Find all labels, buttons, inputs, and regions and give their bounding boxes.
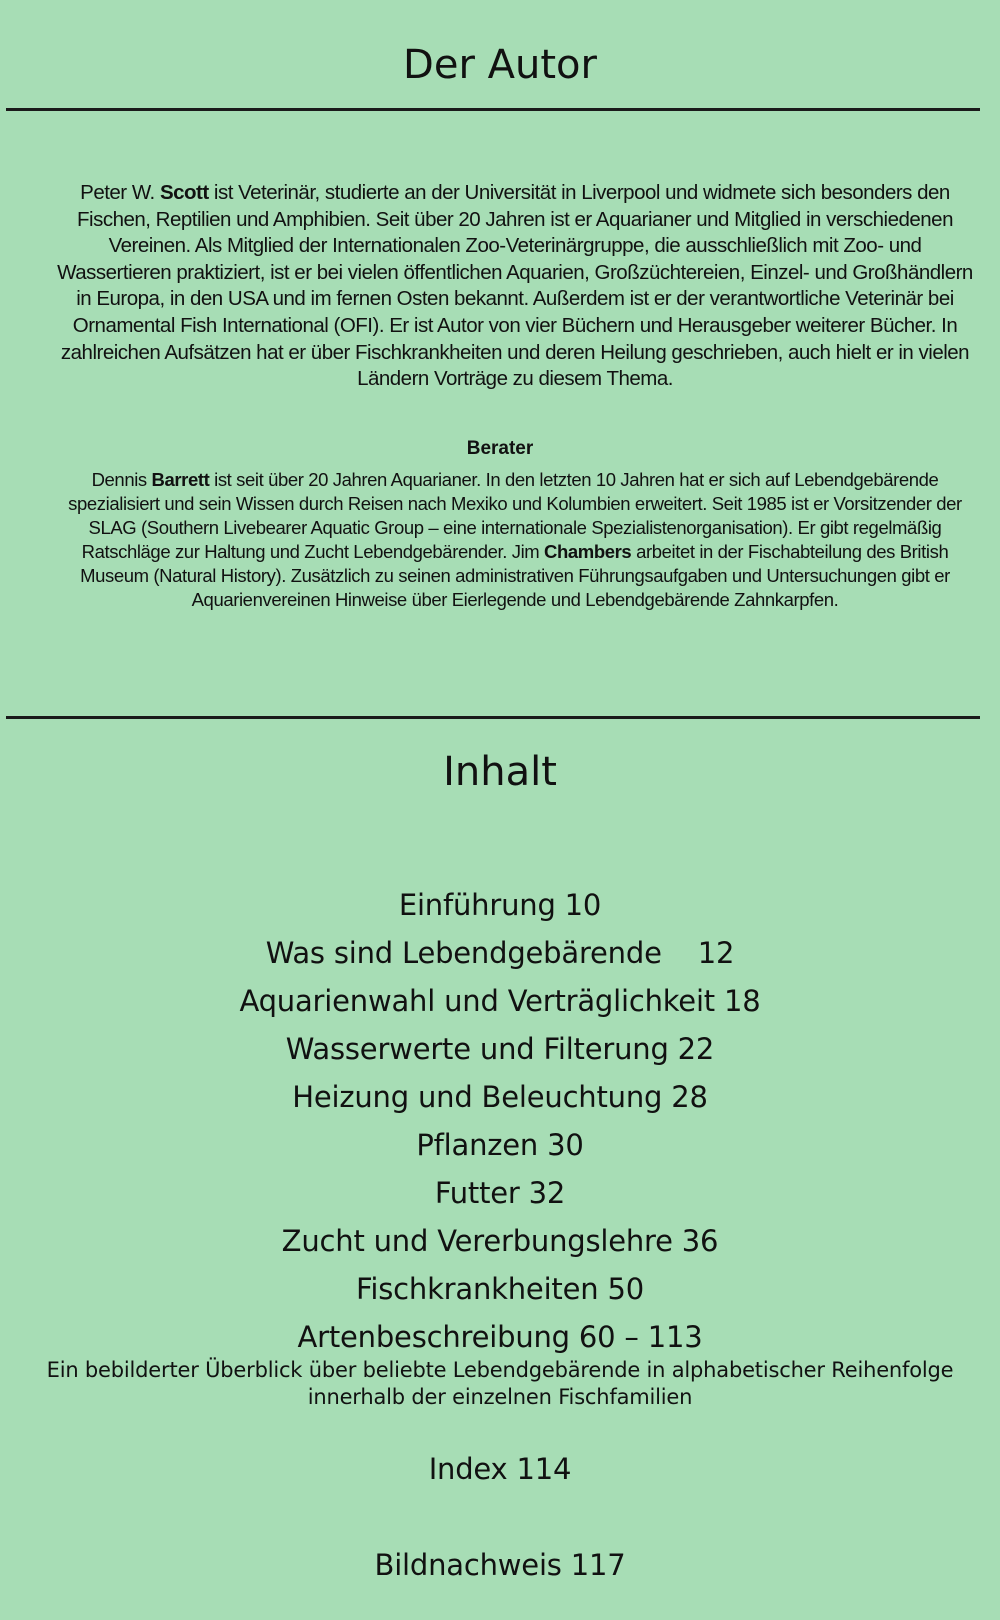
contents-heading: Inhalt [443, 749, 557, 795]
toc-item: Was sind Lebendgebärende 12 [265, 936, 735, 970]
toc-credits: Bildnachweis 117 [374, 1548, 626, 1582]
toc-item: Heizung und Beleuchtung 28 [292, 1080, 708, 1114]
toc-item: Artenbeschreibung 60 – 113 [297, 1320, 703, 1354]
author-heading: Der Autor [403, 42, 597, 88]
author-surname: Scott [159, 181, 209, 204]
toc-item: Futter 32 [434, 1176, 566, 1210]
toc-index: Index 114 [428, 1452, 572, 1486]
toc-item: Fischkrankheiten 50 [356, 1272, 644, 1306]
advisor-bio-text: ist seit über 20 Jahren Aquarianer. In den letzten 10 Jahren hat er sich auf Lebendgebärende spezialisiert und sein Wissen durch Reisen nach Mexiko und Kolumbien erweitert. Seit 1985 ist er Vorsitzender der SLAG (Southern Livebearer Aquatic Group – eine internationale Spezialistenorganisation). Er gibt regelmäßig Ratschläge zur Haltung und Zucht Lebendgebärender. Jim [68, 469, 962, 562]
toc-item: Einführung 10 [398, 888, 602, 922]
author-bio [55, 180, 975, 393]
middle-divider [6, 716, 980, 719]
author-bio-intro: Peter W. [80, 181, 160, 204]
toc-item: Wasserwerte und Filterung 22 [285, 1032, 715, 1066]
toc-species-description: Ein bebilderter Überblick über beliebte Lebendgebärende in alphabetischer Reihenfolge innerhalb der einzelnen Fischfamilien [46, 1358, 954, 1409]
toc-item: Pflanzen 30 [416, 1128, 584, 1162]
top-divider [6, 108, 980, 111]
advisor-bio-intro: Dennis [91, 469, 152, 490]
advisor-surname-barrett: Barrett [151, 469, 210, 490]
toc-item: Zucht und Vererbungslehre 36 [281, 1224, 719, 1258]
toc-item: Aquarienwahl und Verträglichkeit 18 [239, 984, 761, 1018]
advisor-heading: Berater [466, 438, 534, 459]
advisor-bio [55, 468, 975, 612]
author-bio-text: ist Veterinär, studierte an der Universität in Liverpool und widmete sich besonders den Fischen, Reptilien und Amphibien. Seit über 20 Jahren ist er Aquarianer und Mitglied in verschiedenen Vereinen. Als Mitglied der Internationalen Zoo-Veterinärgruppe, die ausschließlich mit Zoo- und Wassertieren praktiziert, ist er bei vielen öffentlichen Aquarien, Großzüchtereien, Einzel- und Großhändlern in Europa, in den USA und im fernen Osten bekannt. Außerdem ist er der verantwortliche Veterinär bei Ornamental Fish International (OFI). Er ist Autor von vier Büchern und Herausgeber weiterer Bücher. In zahlreichen Aufsätzen hat er über Fischkrankheiten und deren Heilung geschrieben, auch hielt er in vielen Ländern Vorträge zu diesem Thema. [57, 181, 973, 391]
advisor-bio-text-end: arbeitet in der Fischabteilung des British Museum (Natural History). Zusätzlich zu seinen administrativen Führungsaufgaben und Untersuchungen gibt er Aquarienvereinen Hinweise über Eierlegende und Lebendgebärende Zahnkarpfen. [80, 541, 950, 610]
advisor-surname-chambers: Chambers [544, 541, 632, 562]
